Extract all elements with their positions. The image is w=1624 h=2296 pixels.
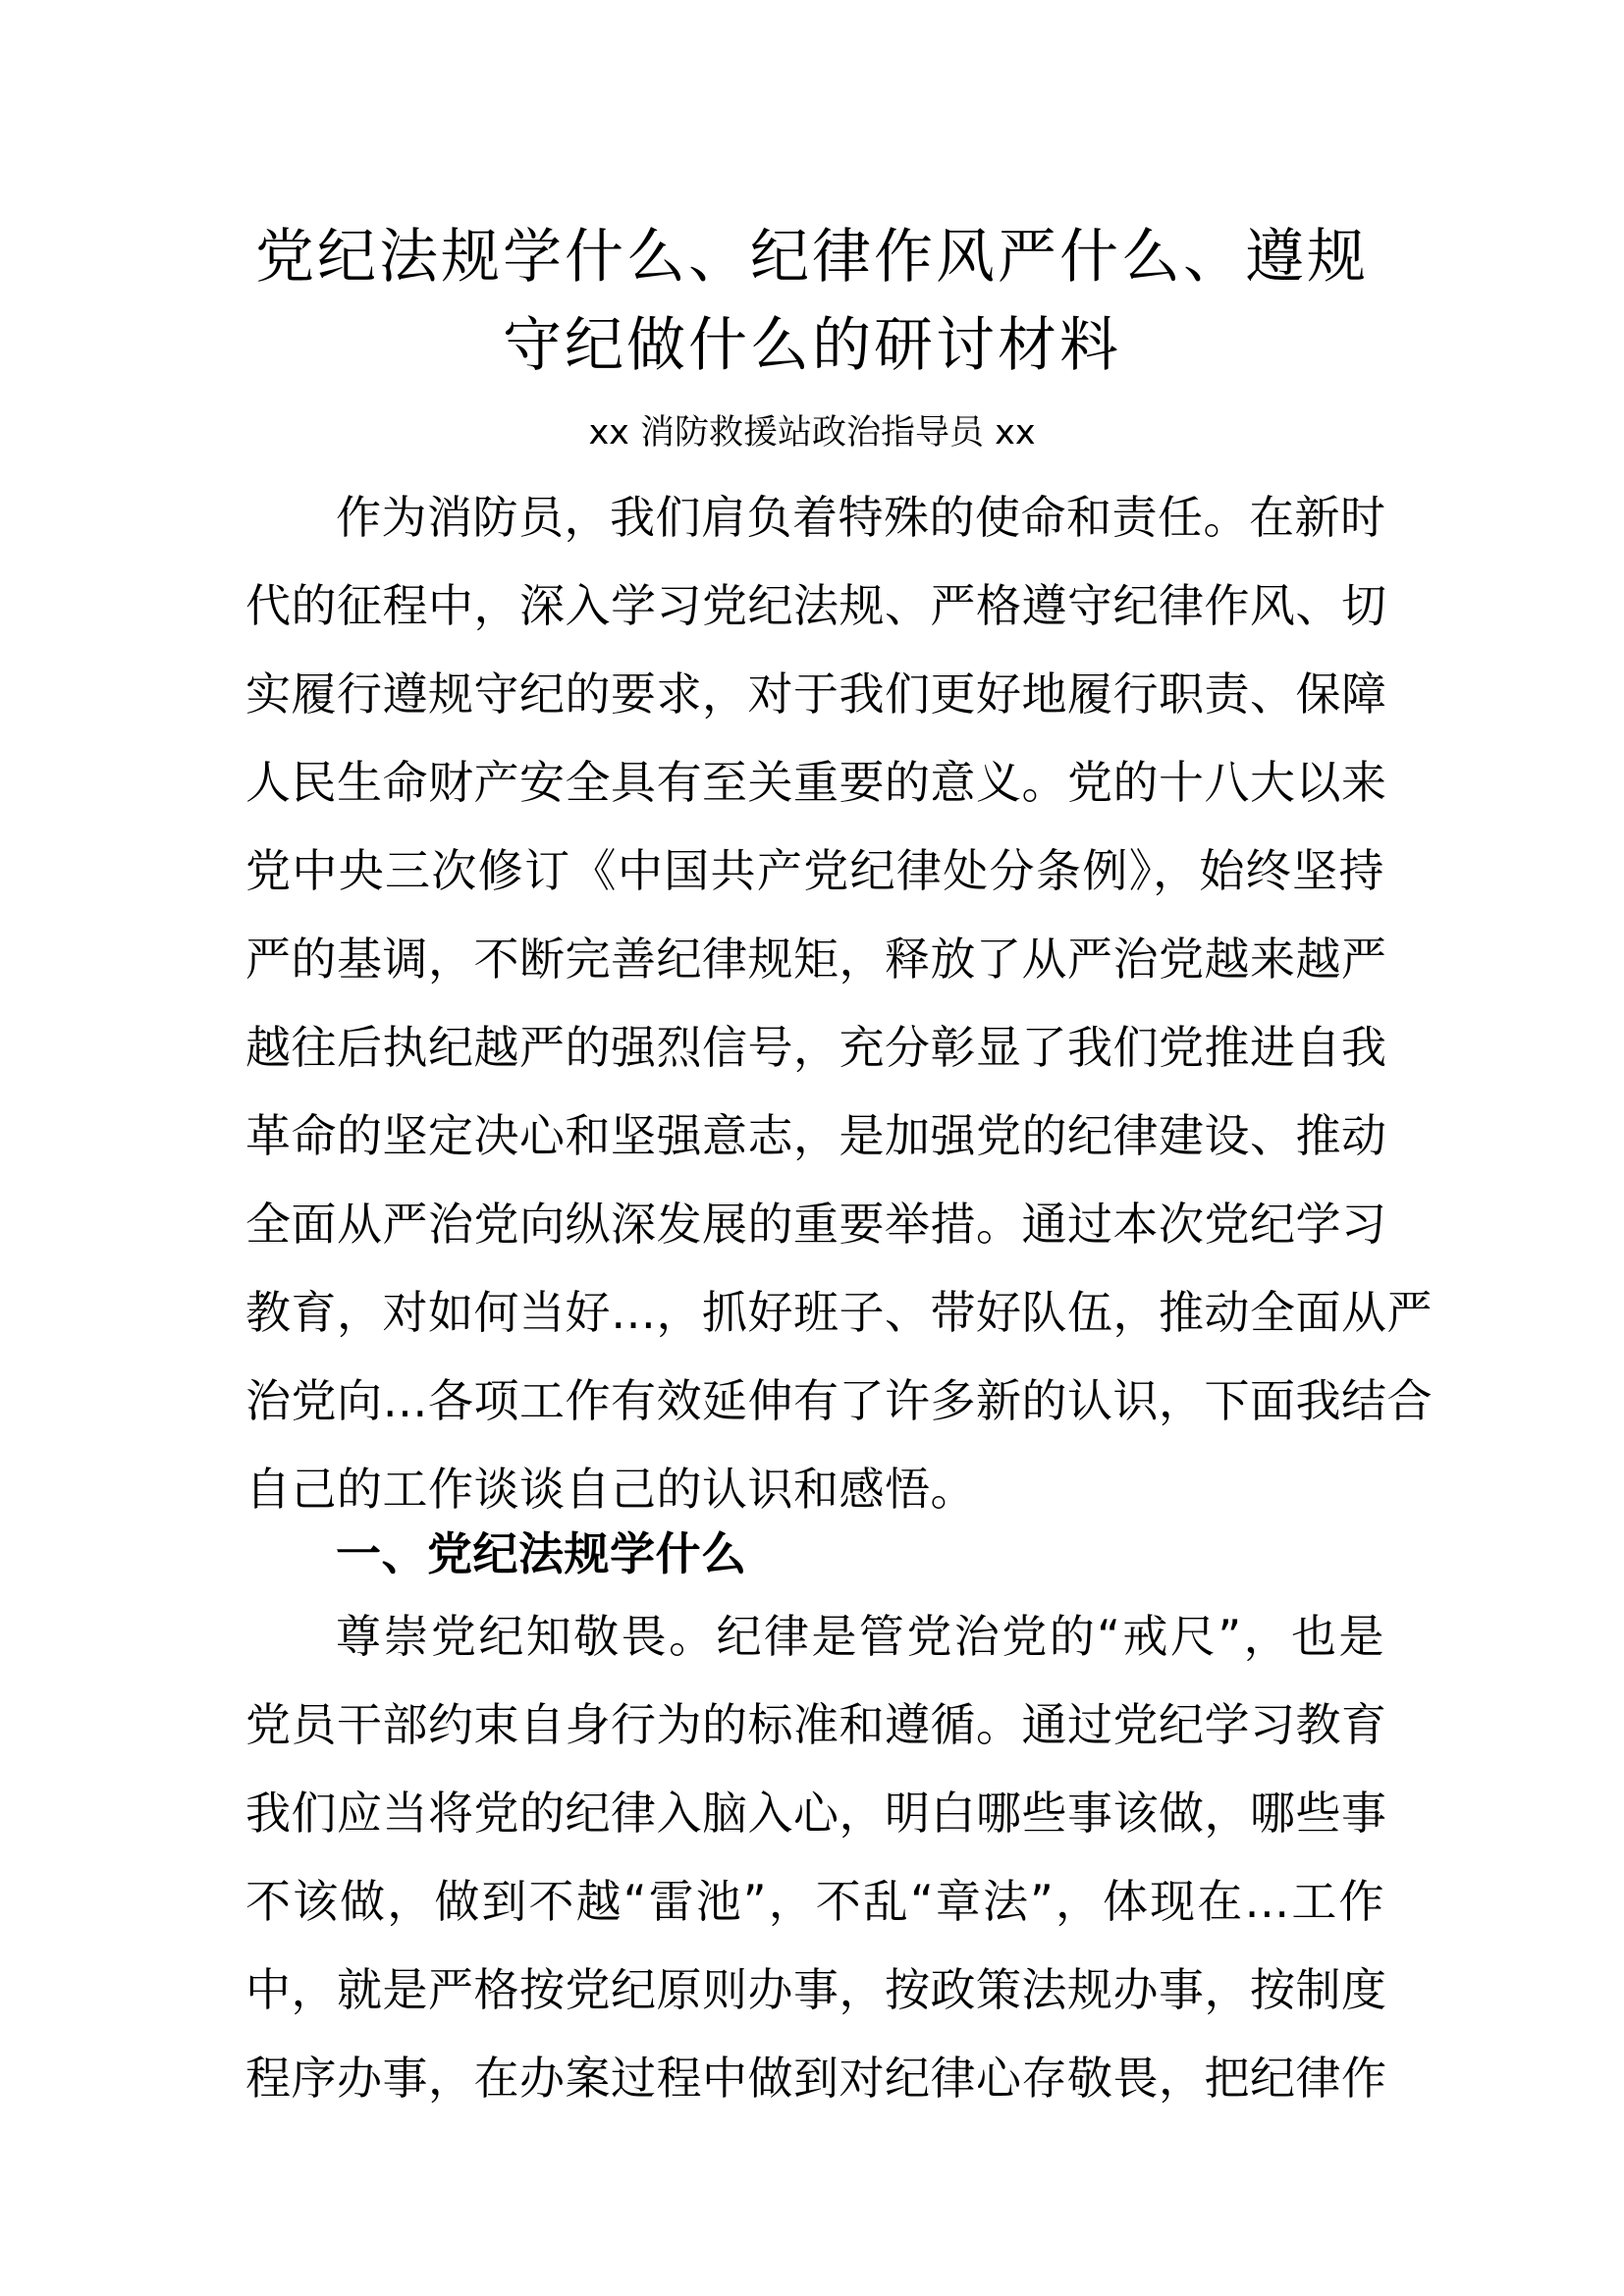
paragraph-line: 中，就是严格按党纪原则办事，按政策法规办事，按制度 — [245, 1963, 1387, 2016]
paragraph-line: 教育，对如何当好…，抓好班子、带好队伍，推动全面从严 — [245, 1286, 1433, 1339]
paragraph-line: 尊崇党纪知敬畏。纪律是管党治党的“戒尺”，也是 — [336, 1610, 1384, 1663]
paragraph-line: 党中央三次修订《中国共产党纪律处分条例》，始终坚持 — [245, 844, 1384, 897]
author-byline: xx 消防救援站政治指导员 xx — [588, 413, 1036, 453]
paragraph-line: 作为消防员，我们肩负着特殊的使命和责任。在新时 — [336, 491, 1386, 544]
paragraph-line: 越往后执纪越严的强烈信号，充分彰显了我们党推进自我 — [245, 1021, 1387, 1074]
paragraph-line: 自己的工作谈谈自己的认识和感悟。 — [245, 1463, 976, 1516]
section-one-paragraph — [245, 1592, 1387, 2122]
paragraph-line: 人民生命财产安全具有至关重要的意义。党的十八大以来 — [245, 756, 1387, 809]
intro-paragraph — [245, 473, 1433, 1533]
paragraph-line: 代的征程中，深入学习党纪法规、严格遵守纪律作风、切 — [245, 579, 1387, 632]
paragraph-line: 不该做，做到不越“雷池”，不乱“章法”，体现在…工作 — [245, 1875, 1384, 1928]
paragraph-line: 我们应当将党的纪律入脑入心，明白哪些事该做，哪些事 — [245, 1787, 1387, 1840]
paragraph-line: 治党向…各项工作有效延伸有了许多新的认识，下面我结合 — [245, 1374, 1433, 1427]
paragraph-line: 实履行遵规守纪的要求，对于我们更好地履行职责、保障 — [245, 667, 1387, 721]
document-title-line-1: 党纪法规学什么、纪律作风严什么、遵规 — [255, 223, 1369, 292]
document-title-line-2: 守纪做什么的研讨材料 — [503, 311, 1121, 380]
paragraph-line: 全面从严治党向纵深发展的重要举措。通过本次党纪学习 — [245, 1198, 1387, 1251]
paragraph-line: 严的基调，不断完善纪律规矩，释放了从严治党越来越严 — [245, 933, 1387, 986]
section-heading: 一、党纪法规学什么 — [336, 1527, 747, 1580]
paragraph-line: 程序办事，在办案过程中做到对纪律心存敬畏，把纪律作 — [245, 2052, 1387, 2105]
paragraph-line: 党员干部约束自身行为的标准和遵循。通过党纪学习教育 — [245, 1698, 1387, 1751]
paragraph-line: 革命的坚定决心和坚强意志，是加强党的纪律建设、推动 — [245, 1109, 1387, 1162]
